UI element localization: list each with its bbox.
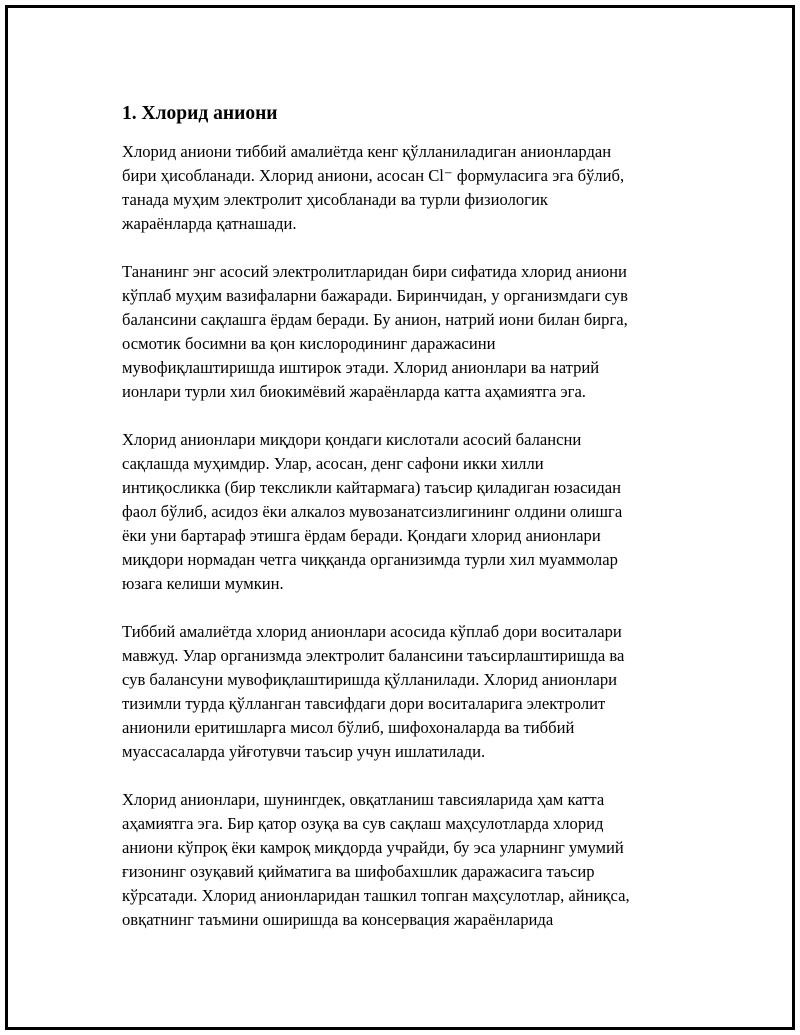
text-line: осмотик босимни ва қон кислородининг даражасини <box>122 334 496 353</box>
paragraph-5 <box>122 788 702 932</box>
text-line: Тананинг энг асосий электролитларидан бири сифатида хлорид аниони <box>122 262 627 281</box>
text-line: бири ҳисобланади. Хлорид аниони, асосан Cl⁻ формуласига эга бўлиб, <box>122 166 625 185</box>
text-line: ғизонинг озуқавий қийматига ва шифобахшлик даражасига таъсир <box>122 862 595 881</box>
text-line: балансини сақлашга ёрдам беради. Бу анион, натрий иони билан бирга, <box>122 310 628 329</box>
text-line: интиқосликка (бир тексликли кайтармага) таъсир қиладиган юзасидан <box>122 478 622 497</box>
text-line: Хлорид анионлари, шунингдек, овқатланиш тавсияларида ҳам катта <box>122 790 605 809</box>
text-line: тизимли турда қўлланган тавсифдаги дори воситаларига электролит <box>122 694 606 713</box>
text-line: кўплаб муҳим вазифаларни бажаради. Биринчидан, у организмдаги сув <box>122 286 628 305</box>
section-heading: 1. Хлорид аниони <box>122 103 278 124</box>
paragraph-4 <box>122 620 702 764</box>
paragraph-1 <box>122 140 702 236</box>
text-line: миқдори нормадан четга чиққанда организимда турли хил муаммолар <box>122 550 618 569</box>
text-line: ёки уни бартараф этишга ёрдам беради. Қондаги хлорид анионлари <box>122 526 601 545</box>
text-line: кўрсатади. Хлорид анионларидан ташкил топган маҳсулотлар, айниқса, <box>122 886 630 905</box>
text-line: Тиббий амалиётда хлорид анионлари асосида кўплаб дори воситалари <box>122 622 622 641</box>
text-line: сув балансуни мувофиқлаштиришда қўлланилади. Хлорид анионлари <box>122 670 618 689</box>
paragraph-3 <box>122 428 702 596</box>
document-body <box>122 100 702 956</box>
page-frame <box>5 5 795 1030</box>
text-line: танада муҳим электролит ҳисобланади ва турли физиологик <box>122 190 548 209</box>
text-line: аҳамиятга эга. Бир қатор озуқа ва сув сақлаш маҳсулотларда хлорид <box>122 814 604 833</box>
text-line: юзага келиши мумкин. <box>122 574 284 593</box>
text-line: Хлорид аниони тиббий амалиётда кенг қўлланиладиган анионлардан <box>122 142 612 161</box>
text-line: мувофиқлаштиришда иштирок этади. Хлорид анионлари ва натрий <box>122 358 600 377</box>
text-line: жараёнларда қатнашади. <box>122 214 297 233</box>
text-line: овқатнинг таъмини оширишда ва консервация жараёнларида <box>122 910 554 929</box>
paragraph-2 <box>122 260 702 404</box>
text-line: Хлорид анионлари миқдори қондаги кислотали асосий баланс​ни <box>122 430 582 449</box>
text-line: мавжуд. Улар организмда электролит балансини таъсирлаштиришда ва <box>122 646 625 665</box>
text-line: сақлашда муҳимдир. Улар, асосан, денг сафони икки хилли <box>122 454 544 473</box>
text-line: муассасаларда уйғотувчи таъсир учун ишлатилади. <box>122 742 486 761</box>
text-line: фаол бўлиб, асидоз ёки алкалоз мувозанатсизлигининг олдини олишга <box>122 502 623 521</box>
text-line: ионлари турли хил биокимёвий жараёнларда катта аҳамиятга эга. <box>122 382 586 401</box>
text-line: анионили еритишларга мисол бўлиб, шифохоналарда ва тиббий <box>122 718 575 737</box>
text-line: аниони кўпроқ ёки камроқ миқдорда учрайди, бу эса уларнинг умумий <box>122 838 624 857</box>
